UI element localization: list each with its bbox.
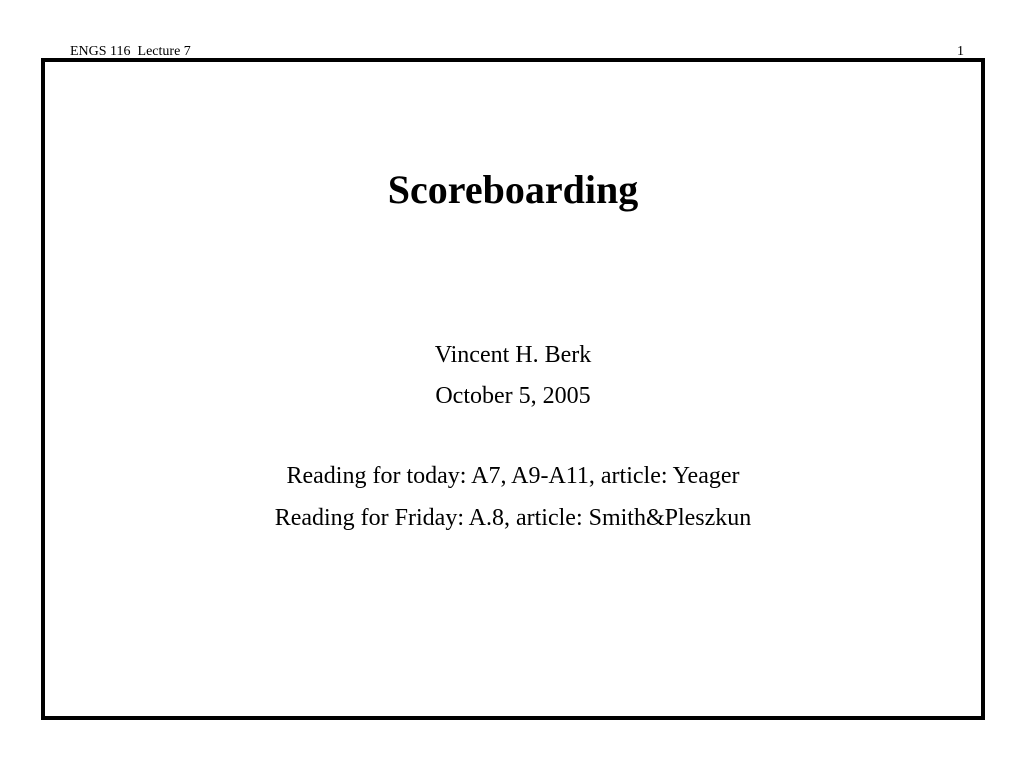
slide-title: Scoreboarding — [387, 167, 639, 212]
slide-frame — [41, 58, 985, 720]
header-page-number: 1 — [957, 44, 964, 59]
lecture-date: October 5, 2005 — [435, 383, 591, 409]
reading-today: Reading for today: A7, A9-A11, article: Yeager — [286, 463, 740, 489]
reading-friday: Reading for Friday: A.8, article: Smith&Pleszkun — [274, 505, 752, 531]
author-name: Vincent H. Berk — [434, 342, 592, 368]
header-course: ENGS 116 Lecture 7 — [70, 44, 191, 59]
